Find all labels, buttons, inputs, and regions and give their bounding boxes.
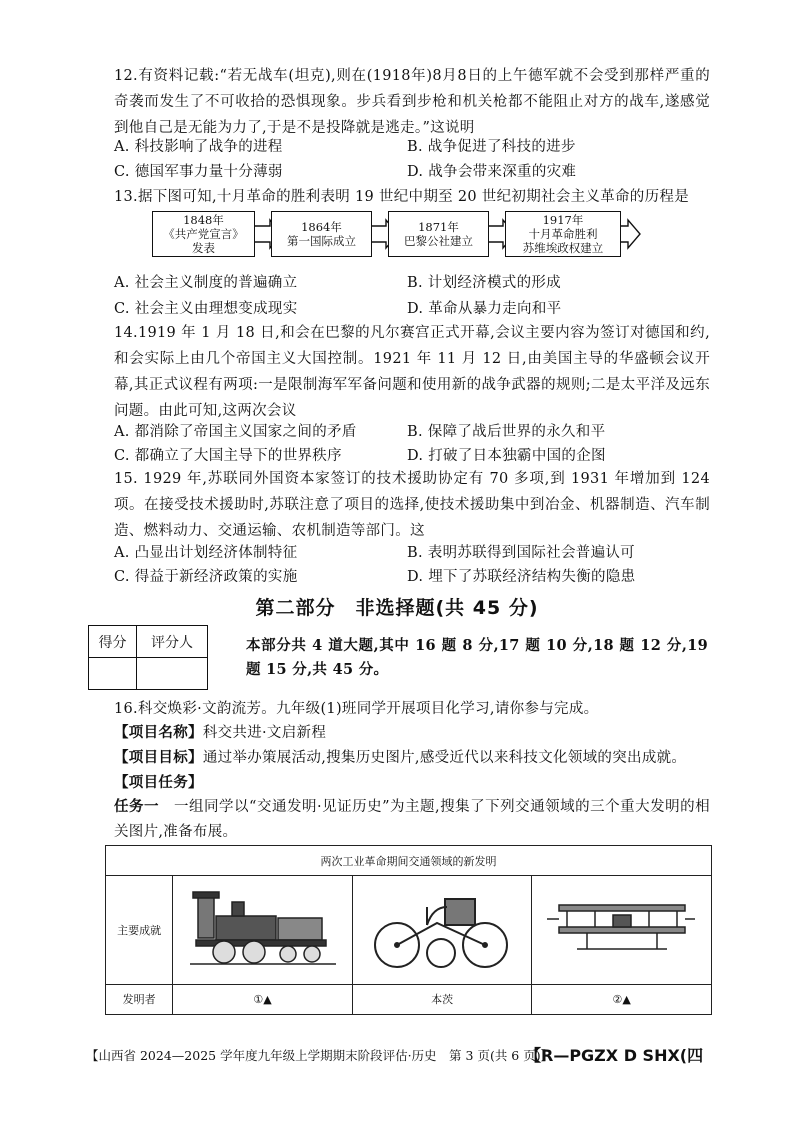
exhibit-table (105, 845, 712, 1015)
q14-option-c: C. 都确立了大国主导下的世界秩序 (114, 448, 342, 464)
q13-option-c: C. 社会主义由理想变成现实 (114, 301, 298, 317)
q12-option-b: B. 战争促进了科技的进步 (407, 139, 576, 155)
exhibit-row2-label: 发明者 (106, 984, 173, 1014)
flow-step-4-event: 十月革命胜利 (528, 227, 598, 241)
grader-label: 评分人 (136, 626, 207, 658)
q15-option-b: B. 表明苏联得到国际社会普遍认可 (407, 545, 635, 561)
q15-stem: 15. 1929 年,苏联同外国资本家签订的技术援助协定有 70 多项,到 1931 年增加到 124 项。在接受技术援助时,苏联注意了项目的选择,使技术援助集中到冶金、机器制造、汽车制造、燃料动力、交通运输、农机制造等部门。这 (114, 471, 710, 539)
exhibit-image-locomotive (173, 876, 353, 985)
q16-name-text: 科交共进·文启新程 (202, 725, 327, 741)
q12-option-d: D. 战争会带来深重的灾难 (407, 164, 577, 180)
q12-option-a: A. 科技影响了战争的进程 (114, 139, 283, 155)
flow-step-4-extra: 苏维埃政权建立 (522, 241, 604, 255)
q13-option-b: B. 计划经济模式的形成 (407, 275, 561, 291)
flow-step-2 (271, 211, 372, 257)
flow-step-1-extra: 发表 (192, 241, 215, 255)
q16-goal-text: 通过举办策展活动,搜集历史图片,感受近代以来科技文化领域的突出成就。 (202, 750, 687, 766)
grader-field[interactable] (136, 658, 207, 690)
q13-option-d: D. 革命从暴力走向和平 (407, 301, 562, 317)
q16-task1 (114, 794, 710, 845)
q16-goal-label: 【项目目标】 (114, 749, 203, 766)
q13-option-a: A. 社会主义制度的普遍确立 (114, 275, 298, 291)
score-label: 得分 (89, 626, 137, 658)
exhibit-row1-label: 主要成就 (106, 876, 173, 985)
flow-step-2-event: 第一国际成立 (287, 234, 356, 248)
inventor-3: ②▲ (532, 984, 712, 1014)
flow-step-1 (152, 211, 255, 257)
q16-task1-text: 一组同学以“交通发明·见证历史”为主题,搜集了下列交通领域的三个重大发明的相关图片,准备布展。 (114, 799, 710, 840)
q16-task-label: 【项目任务】 (114, 774, 203, 791)
q13-flow-diagram (152, 209, 642, 259)
q13-stem: 13.据下图可知,十月革命的胜利表明 19 世纪中期至 20 世纪初期社会主义革命的历程是 (114, 189, 690, 205)
part2-intro: 本部分共 4 道大题,其中 16 题 8 分,17 题 10 分,18 题 12 分,19 题 15 分,共 45 分。 (246, 637, 708, 678)
flow-step-3-event: 巴黎公社建立 (404, 234, 473, 248)
flow-step-2-year: 1864年 (301, 220, 342, 234)
q16-stem: 16.科交焕彩·文韵流芳。九年级(1)班同学开展项目化学习,请你参与完成。 (114, 701, 599, 717)
q16-name-row (114, 722, 326, 744)
q16-name-label: 【项目名称】 (114, 724, 203, 741)
flow-step-4 (505, 211, 621, 257)
q16-task1-label: 任务一 (114, 798, 160, 815)
flow-step-4-year: 1917年 (542, 213, 584, 227)
arrow-4 (620, 220, 640, 248)
q14-option-b: B. 保障了战后世界的永久和平 (407, 424, 606, 440)
q15-option-c: C. 得益于新经济政策的实施 (114, 569, 298, 585)
q15-option-d: D. 埋下了苏联经济结构失衡的隐患 (407, 569, 636, 585)
q14-option-d: D. 打破了日本独霸中国的企图 (407, 448, 606, 464)
q15-option-a: A. 凸显出计划经济体制特征 (114, 545, 298, 561)
q12-stem: 12.有资料记载:“若无战车(坦克),则在(1918年)8月8日的上午德军就不会受到那样严重的奇袭而发生了不可收拾的恐惧现象。步兵看到步枪和机关枪都不能阻止对方的战车,遂感觉到他自己是无能为力了,于是不是投降就是逃走。”这说明 (114, 68, 710, 136)
flow-step-1-year: 1848年 (183, 213, 224, 227)
airplane-icon (547, 893, 697, 963)
q12-option-c: C. 德国军事力量十分薄弱 (114, 164, 283, 180)
flow-step-1-event: 《共产党宣言》 (163, 227, 244, 241)
paper-code: 【R—PGZX D SHX(四 (525, 1046, 704, 1065)
inventor-2: 本茨 (352, 984, 532, 1014)
page-footer: 【山西省 2024—2025 学年度九年级上学期期末阶段评估·历史 第 3 页(共 6 页)】 (86, 1048, 554, 1063)
q14-option-a: A. 都消除了帝国主义国家之间的矛盾 (114, 424, 357, 440)
exhibit-image-airplane (532, 876, 712, 985)
q16-goal-row (114, 747, 686, 769)
inventor-1: ①▲ (173, 984, 353, 1014)
flow-step-3-year: 1871年 (418, 220, 459, 234)
score-box (88, 625, 208, 690)
part2-title: 第二部分 非选择题(共 45 分) (255, 597, 539, 619)
locomotive-icon (188, 888, 338, 968)
exhibit-title: 两次工业革命期间交通领域的新发明 (106, 846, 712, 876)
flow-step-3 (388, 211, 489, 257)
exhibit-image-automobile (352, 876, 532, 985)
automobile-icon (367, 885, 517, 971)
q14-stem: 14.1919 年 1 月 18 日,和会在巴黎的凡尔赛宫正式开幕,会议主要内容为签订对德国和约,和会实际上由几个帝国主义大国控制。1921 年 11 月 12 日,由美国主导的华盛顿会议开幕,其正式议程有两项:一是限制海军军备问题和使用新的战争武器的规则;二是太平洋及远东问题。由此可知,这两次会议 (114, 325, 710, 419)
score-field[interactable] (89, 658, 137, 690)
